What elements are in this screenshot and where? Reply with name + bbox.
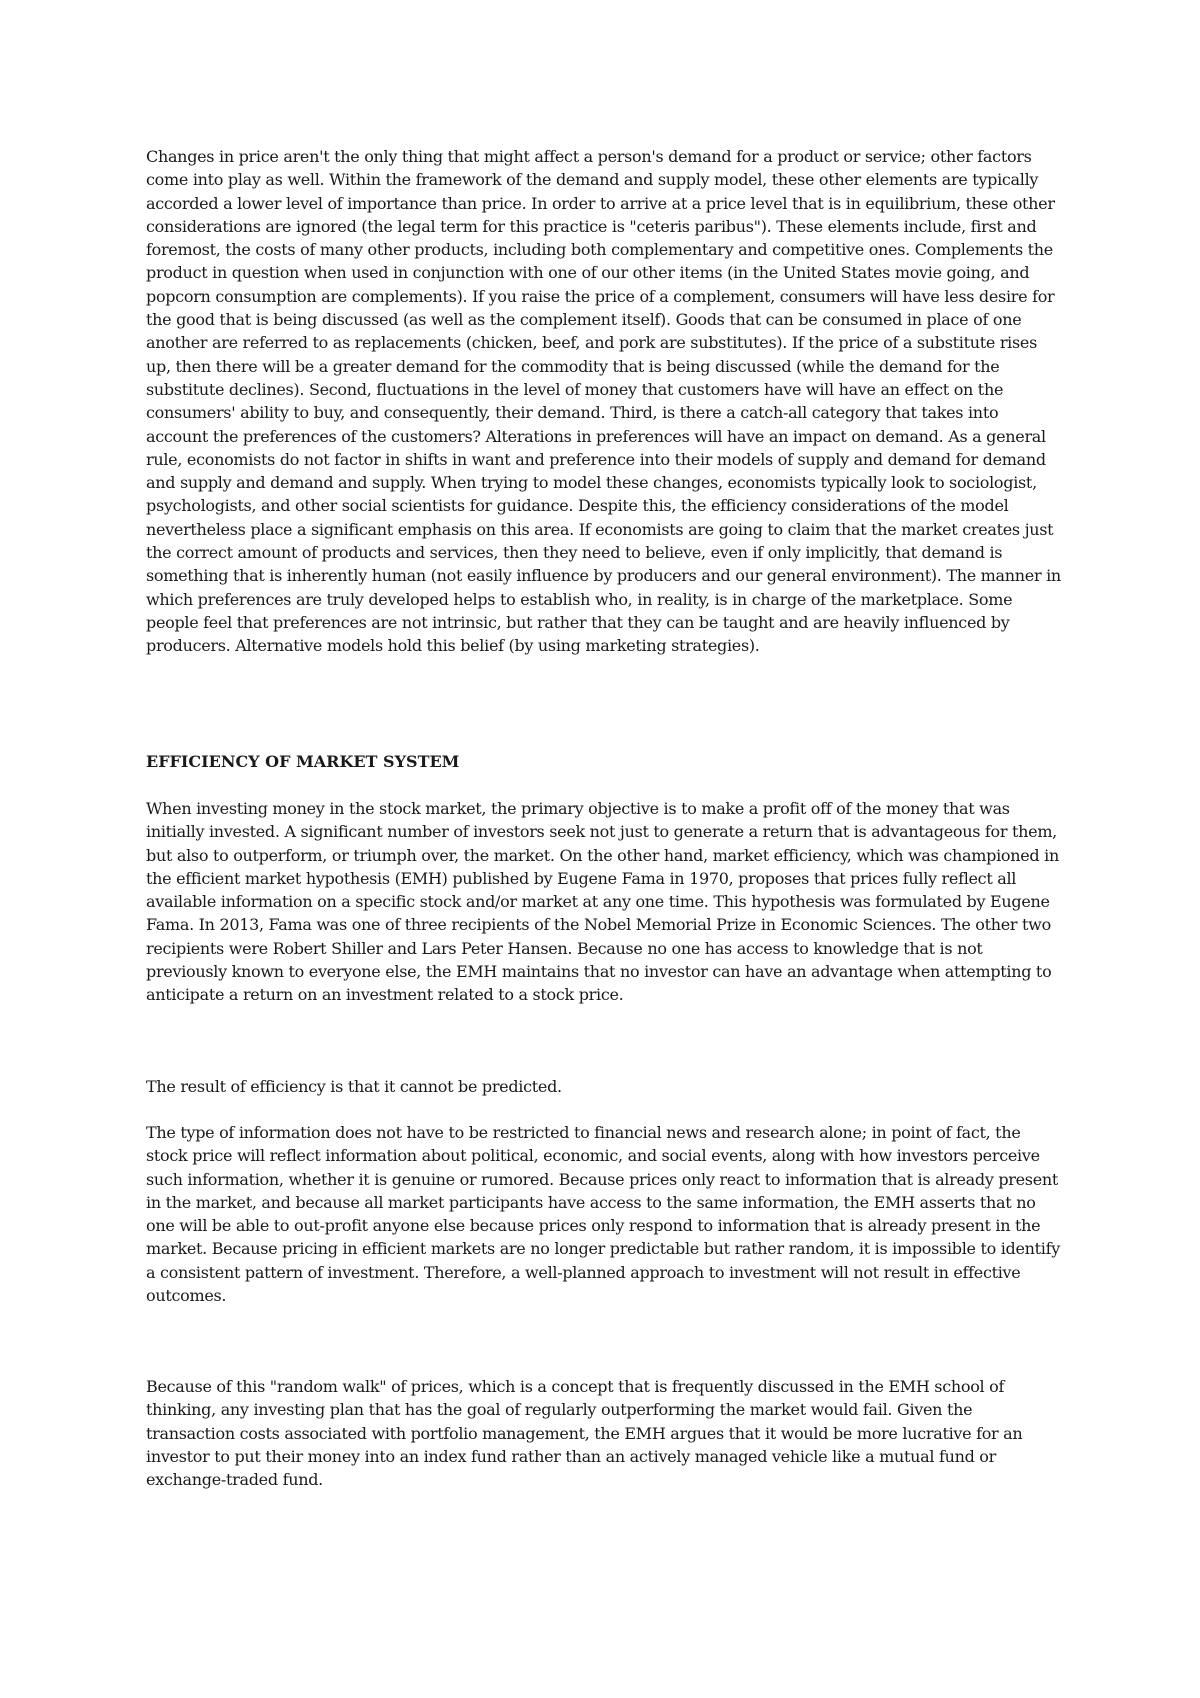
paragraph-information-types: The type of information does not have to be restricted to financial news and research alone; in point of fact, the stock price will reflect information about political, economic, and social events, along with how investors perceive such information, whether it is genuine or rumored. Because prices only react to information that is already present in the market, and because all market participants have access to the same information, the EMH asserts that no one will be able to out-profit anyone else because prices only respond to information that is already present in the market. Because pricing in efficient markets are no longer predictable but rather random, it is impossible to identify a consistent pattern of investment. Therefore, a well-planned approach to investment will not result in effective outcomes.: [146, 1123, 1060, 1306]
paragraph-demand-factors: Changes in price aren't the only thing that might affect a person's demand for a product or service; other factors come into play as well. Within the framework of the demand and supply model, these other elements are typically accorded a lower level of importance than price. In order to arrive at a price level that is in equilibrium, these other considerations are ignored (the legal term for this practice is "ceteris paribus"). These elements include, first and foremost, the costs of many other products, including both complementary and competitive ones. Complements the product in question when used in conjunction with one of our other items (in the United States movie going, and popcorn consumption are complements). If you raise the price of a complement, consumers will have less desire for the good that is being discussed (as well as the complement itself). Goods that can be consumed in place of one another are referred to as replacements (chicken, beef, and pork are substitutes). If the price of a substitute rises up, then there will be a greater demand for the commodity that is being discussed (while the demand for the substitute declines). Second, fluctuations in the level of money that customers have will have an effect on the consumers' ability to buy, and consequently, their demand. Third, is there a catch-all category that takes into account the preferences of the customers? Alterations in preferences will have an impact on demand. As a general rule, economists do not factor in shifts in want and preference into their models of supply and demand for demand and supply and demand and supply. When trying to model these changes, economists typically look to sociologist, psychologists, and other social scientists for guidance. Despite this, the efficiency considerations of the model nevertheless place a significant emphasis on this area. If economists are going to claim that the market creates just the correct amount of products and services, then they need to believe, even if only implicitly, that demand is something that is inherently human (not easily influence by producers and our general environment). The manner in which preferences are truly developed helps to establish who, in reality, is in charge of the marketplace. Some people feel that preferences are not intrinsic, but rather that they can be taught and are heavily influenced by producers. Alternative models hold this belief (by using marketing strategies).: [146, 147, 1061, 656]
paragraph-result-of-efficiency: The result of efficiency is that it cannot be predicted.: [146, 1077, 562, 1096]
document-body: [146, 145, 1064, 1490]
section-heading: EFFICIENCY OF MARKET SYSTEM: [146, 752, 460, 771]
paragraph-random-walk: Because of this "random walk" of prices, which is a concept that is frequently discussed in the EMH school of thinking, any investing plan that has the goal of regularly outperforming the market would fail. Given the transaction costs associated with portfolio management, the EMH argues that it would be more lucrative for an investor to put their money into an index fund rather than an actively managed vehicle like a mutual fund or exchange-traded fund.: [146, 1377, 1023, 1490]
paragraph-market-efficiency: When investing money in the stock market, the primary objective is to make a profit off of the money that was initially invested. A significant number of investors seek not just to generate a return that is advantageous for them, but also to outperform, or triumph over, the market. On the other hand, market efficiency, which was championed in the efficient market hypothesis (EMH) published by Eugene Fama in 1970, proposes that prices fully reflect all available information on a specific stock and/or market at any one time. This hypothesis was formulated by Eugene Fama. In 2013, Fama was one of three recipients of the Nobel Memorial Prize in Economic Sciences. The other two recipients were Robert Shiller and Lars Peter Hansen. Because no one has access to knowledge that is not previously known to everyone else, the EMH maintains that no investor can have an advantage when attempting to anticipate a return on an investment related to a stock price.: [146, 799, 1059, 1005]
